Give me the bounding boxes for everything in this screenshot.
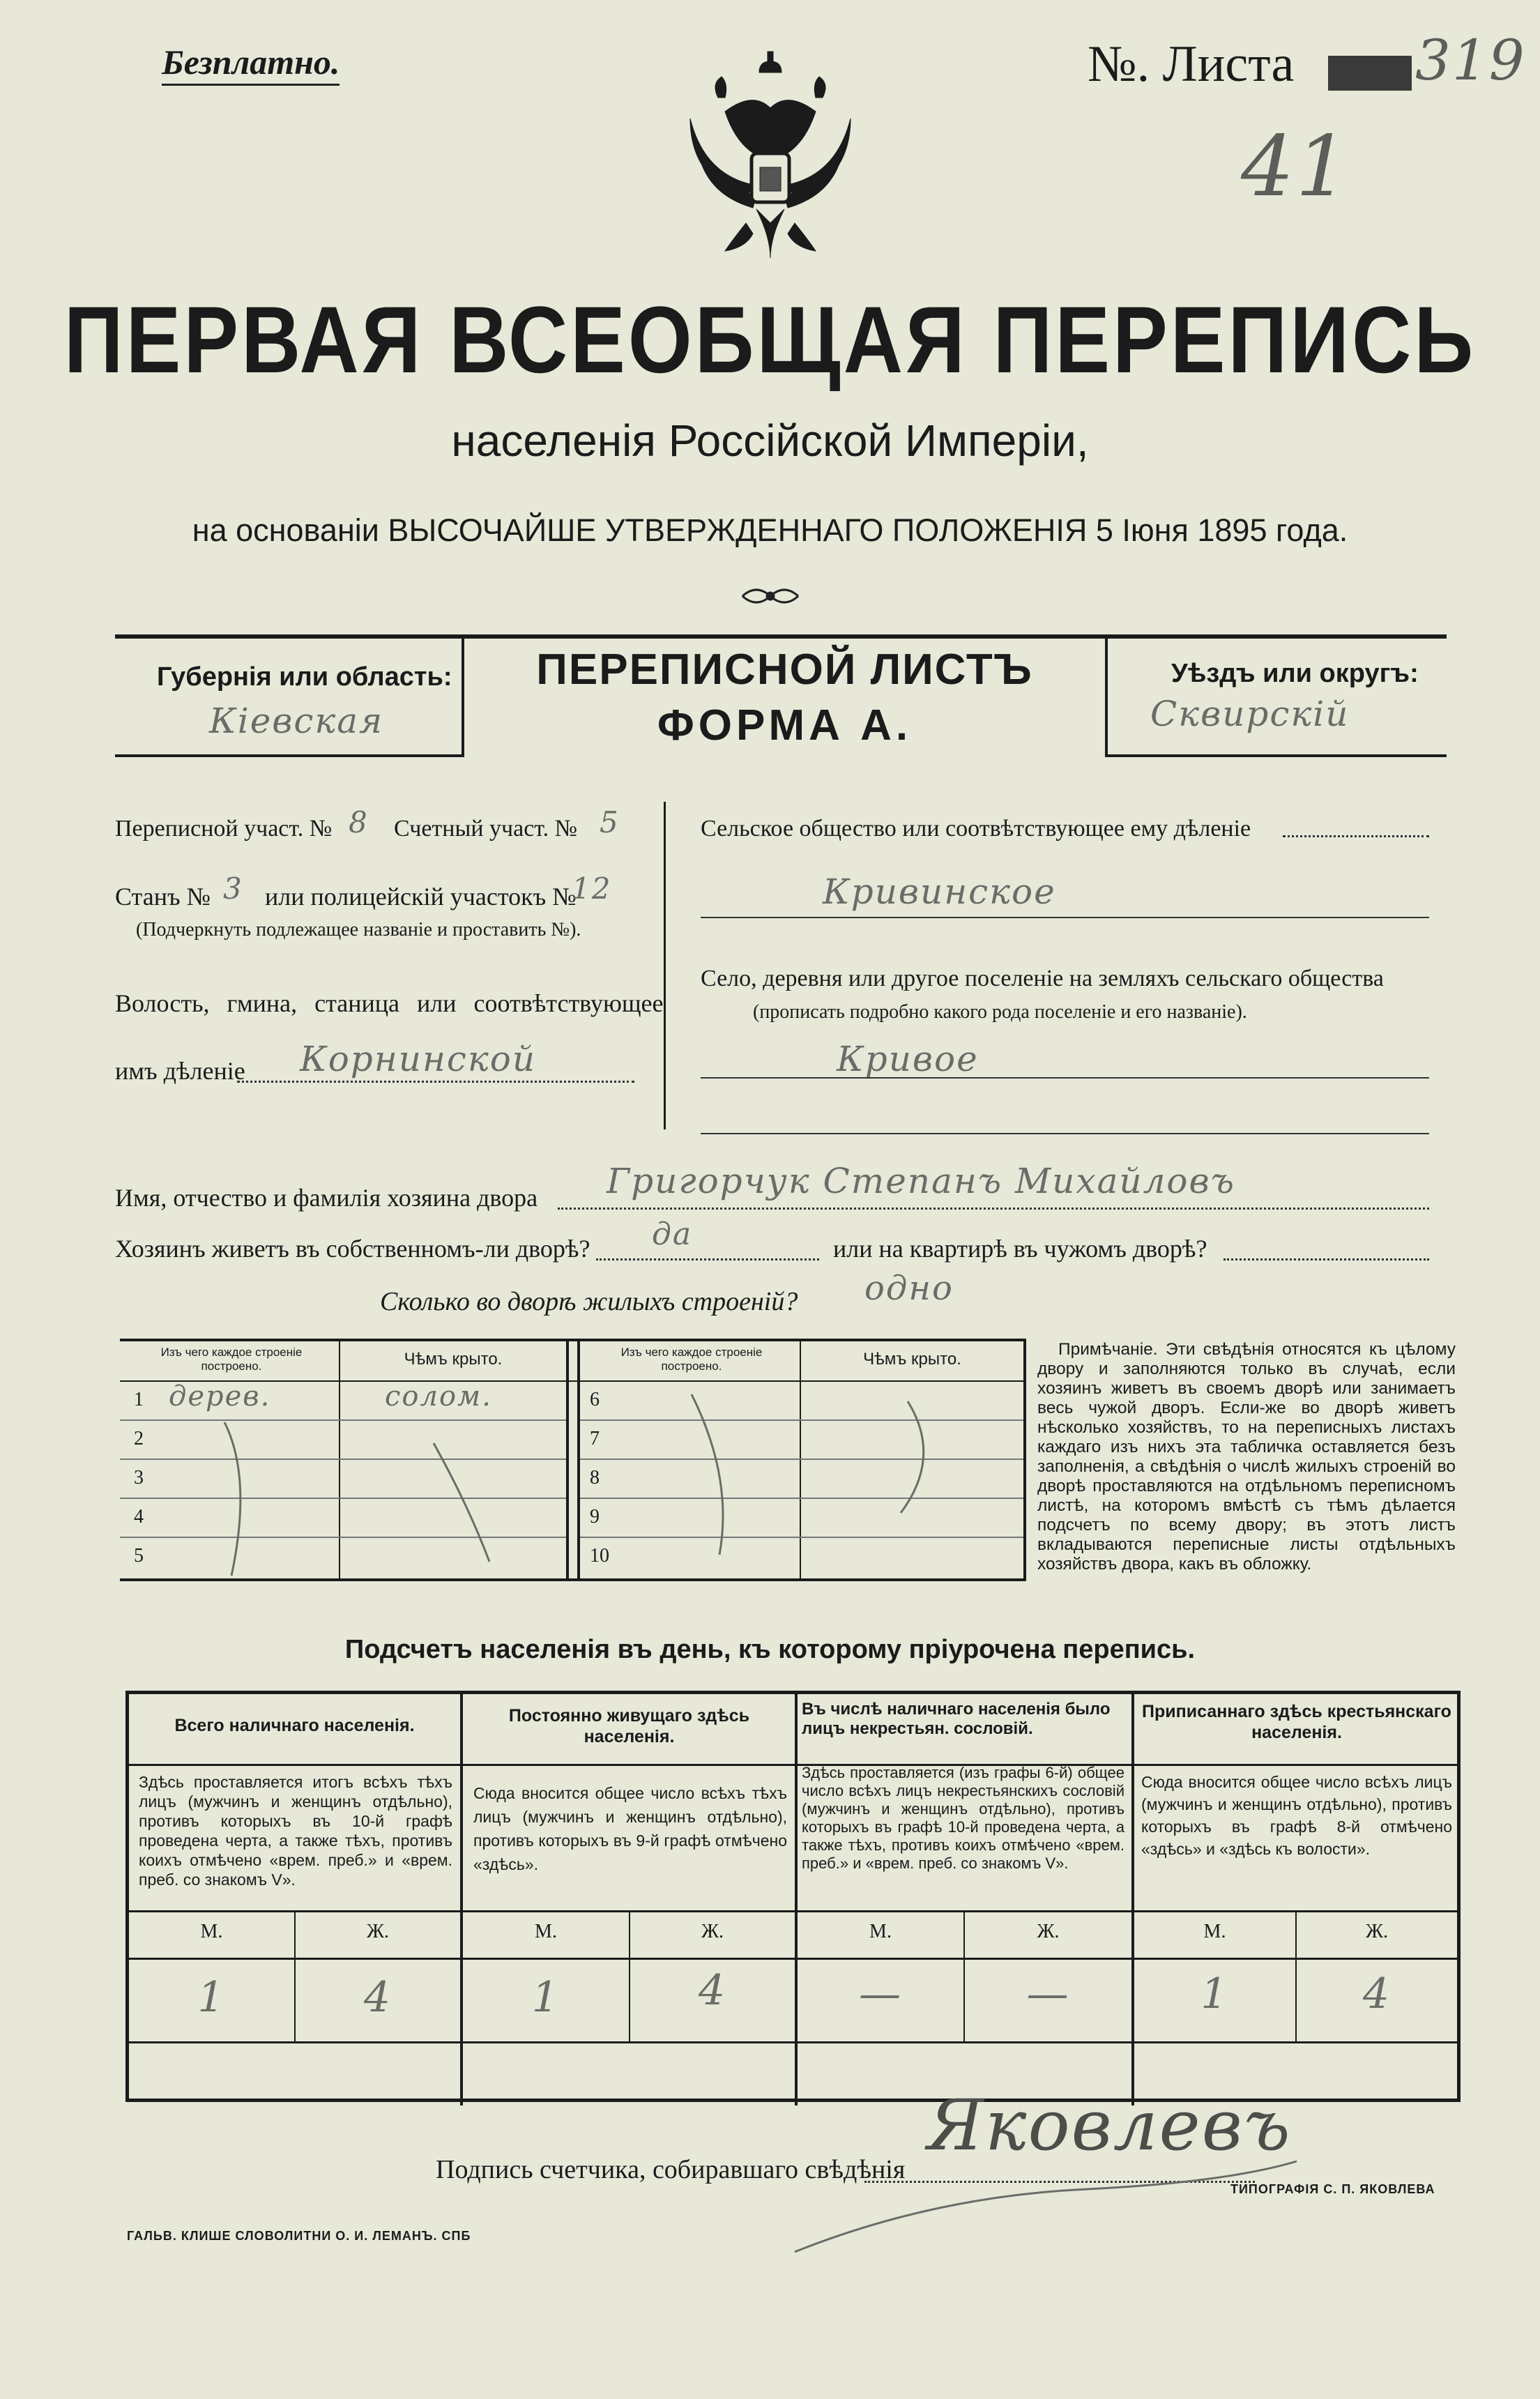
pop-f-value: 4: [698, 1966, 727, 2015]
row-number: 3: [134, 1467, 144, 1488]
emblem: [669, 49, 871, 272]
pop-col-title: Въ числѣ наличнаго населенія было лицъ некрестьян. сословій.: [802, 1700, 1111, 1738]
census-section-value: 8: [349, 805, 369, 839]
row-number: 4: [134, 1506, 144, 1528]
pop-m-label: М.: [869, 1921, 892, 1942]
basis-line: на основаніи ВЫСОЧАЙШЕ УТВЕРЖДЕННАГО ПОЛОЖЕНІЯ 5 Іюня 1895 года.: [192, 512, 1348, 548]
handwritten-number: 41: [1241, 119, 1350, 215]
form-title: ПЕРЕПИСНОЙ ЛИСТЪ: [536, 646, 1033, 694]
note-title: Примѣчаніе.: [1058, 1340, 1158, 1359]
sheet-redaction: [1328, 56, 1412, 91]
pop-m-value: 1: [1200, 1970, 1229, 2018]
strike-marks: [120, 1339, 1026, 1581]
pop-f-value: 4: [1362, 1970, 1392, 2018]
village-label: Село, деревня или другое поселеніе на земляхъ сельскаго общества: [701, 966, 1384, 991]
owner-name-value: Григорчук Степанъ Михайловъ: [607, 1161, 1235, 1201]
pop-f-label: Ж.: [701, 1921, 724, 1942]
pop-f-label: Ж.: [1365, 1921, 1389, 1942]
counting-section-value: 5: [600, 805, 620, 839]
counting-section-label: Счетный участ. №: [394, 816, 578, 841]
row-number: 5: [134, 1545, 144, 1567]
district-label: Уѣздъ или округъ:: [1171, 659, 1419, 688]
pop-m-value: 1: [197, 1973, 226, 2022]
counter-signature: Яковлевъ: [927, 2085, 1292, 2166]
pop-col-title: Приписаннаго здѣсь крестьянскаго населенія.: [1142, 1702, 1451, 1742]
pop-col-desc: Здѣсь проставляется (изъ графы 6-й) общее число всѣхъ лицъ некрестьянскихъ сословій (мужчинъ и женщинъ отдѣльно), противъ которыхъ въ графѣ 10-й проведена черта, а также тѣхъ, противъ коихъ отмѣчено «врем. преб.» и «врем. преб. со знакомъ V».: [802, 1764, 1124, 1872]
owner-lives-value: да: [652, 1217, 693, 1252]
row-number: 1: [134, 1389, 144, 1410]
district-value: Сквирскій: [1150, 694, 1350, 734]
governorate-value: Кіевская: [209, 701, 384, 741]
camp-note: (Подчеркнуть подлежащее названіе и проставить №).: [136, 919, 581, 940]
owner-name-label: Имя, отчество и фамилія хозяина двора: [115, 1184, 538, 1212]
row-number: 2: [134, 1428, 144, 1449]
row-number: 10: [590, 1545, 609, 1567]
population-table: [125, 1691, 1461, 2102]
owner-rented-label: или на квартирѣ въ чужомъ дворѣ?: [833, 1235, 1207, 1263]
village-note: (прописать подробно какого рода поселеніе и его названіе).: [753, 1001, 1247, 1023]
ornament: [739, 582, 802, 610]
buildings-table: [120, 1339, 1026, 1581]
row-number: 7: [590, 1428, 600, 1449]
pop-f-label: Ж.: [1037, 1921, 1060, 1942]
pop-m-value: —: [859, 1970, 902, 2018]
volost-label-2: имъ дѣленіе: [115, 1057, 245, 1085]
pop-m-label: М.: [1203, 1921, 1226, 1942]
sheet-number: 319: [1415, 28, 1526, 93]
pop-m-value: 1: [531, 1973, 561, 2022]
volost-label-1: Волость, гмина, станица или соотвѣтствующее: [115, 989, 664, 1017]
signature-flourish: [781, 2133, 1311, 2273]
signature-label: Подпись счетчика, собиравшаго свѣдѣнія: [436, 2155, 906, 2184]
pop-col-title: Всего наличнаго населенія.: [174, 1716, 415, 1735]
village-value: Кривое: [837, 1039, 979, 1079]
pop-col-desc: Сюда вносится общее число всѣхъ тѣхъ лицъ (мужчинъ и женщинъ отдѣльно), противъ которыхъ въ 9-й графѣ отмѣчено «здѣсь».: [473, 1784, 787, 1873]
sheet-label: №. Листа: [1088, 36, 1295, 93]
police-value: 12: [572, 871, 612, 906]
pop-col-desc: Сюда вносится общее число всѣхъ лицъ (мужчинъ и женщинъ отдѣльно), противъ которыхъ въ графѣ 8-й отмѣчено «здѣсь» и «здѣсь къ волости».: [1141, 1773, 1452, 1858]
col-roof-left: Чѣмъ крыто.: [404, 1350, 503, 1369]
owner-lives-label: Хозяинъ живетъ въ собственномъ-ли дворѣ?: [115, 1235, 590, 1263]
pop-col-desc: Здѣсь проставляется итогъ всѣхъ тѣхъ лицъ (мужчинъ и женщинъ отдѣльно), противъ которыхъ въ 10-й графѣ проведена черта, а также тѣхъ, противъ коихъ отмѣчено «врем. преб.» и «врем. преб. со знакомъ V».: [139, 1773, 452, 1889]
pop-m-label: М.: [200, 1921, 223, 1942]
col-built-right: Изъ чего каждое строеніе построено.: [620, 1346, 763, 1373]
main-title: ПЕРВАЯ ВСЕОБЩАЯ ПЕРЕПИСЬ: [63, 287, 1477, 393]
buildings-label: Сколько во дворѣ жилыхъ строеній?: [380, 1287, 798, 1316]
form-subtitle: ФОРМА А.: [657, 701, 913, 749]
row-number: 8: [590, 1467, 600, 1488]
double-headed-eagle-icon: [669, 49, 871, 272]
governorate-label: Губернія или область:: [157, 662, 452, 692]
buildings-value: одно: [864, 1269, 954, 1308]
row-built: дерев.: [169, 1380, 271, 1412]
col-roof-right: Чѣмъ крыто.: [863, 1350, 961, 1369]
row-roof: солом.: [385, 1380, 492, 1412]
society-label: Сельское общество или соотвѣтствующее ему дѣленіе: [701, 816, 1251, 841]
pop-f-label: Ж.: [366, 1921, 390, 1942]
pop-m-label: М.: [535, 1921, 557, 1942]
census-section-label: Переписной участ. №: [115, 816, 333, 841]
volost-value: Корнинской: [300, 1039, 537, 1079]
pop-col-title: Постоянно живущаго здѣсь населенія.: [508, 1706, 750, 1746]
subtitle: населенія Россійской Имперіи,: [451, 416, 1089, 466]
camp-label: Станъ №: [115, 883, 211, 911]
col-built-left: Изъ чего каждое строеніе построено.: [160, 1346, 303, 1373]
society-value: Кривинское: [823, 871, 1056, 912]
population-heading: Подсчетъ населенія въ день, къ которому пріурочена перепись.: [344, 1635, 1196, 1664]
note-text: Эти свѣдѣнія относятся къ цѣлому двору и заполняются только въ случаѣ, если хозяинъ живетъ въ своемъ дворѣ или занимаетъ весь чужой дворъ. Если-же во дворѣ живетъ нѣсколько хозяйствъ, то на переписныхъ листахъ каждаго изъ нихъ эта табличка оставляется безъ заполненія, а свѣдѣнія о числѣ жилыхъ строеній во дворѣ проставляются на отдѣльномъ переписномъ листѣ, на которомъ вмѣстѣ съ тѣмъ дѣлается подсчетъ по всему двору; въ этотъ листъ вкладываются переписные листы отдѣльныхъ хозяйствъ двора, какъ въ обложку.: [1037, 1340, 1456, 1574]
free-label: Безплатно.: [162, 40, 340, 86]
left-imprint: ГАЛЬВ. КЛИШЕ СЛОВОЛИТНИ О. И. ЛЕМАНЪ. СПБ: [127, 2229, 471, 2243]
pop-f-value: 4: [363, 1973, 392, 2022]
police-label: или полицейскій участокъ №: [265, 883, 577, 911]
note-block: [1037, 1340, 1456, 1574]
row-number: 9: [590, 1506, 600, 1528]
pop-f-value: —: [1026, 1970, 1070, 2018]
row-number: 6: [590, 1389, 600, 1410]
camp-value: 3: [223, 871, 243, 906]
right-imprint: ТИПОГРАФІЯ С. П. ЯКОВЛЕВА: [1230, 2182, 1435, 2196]
